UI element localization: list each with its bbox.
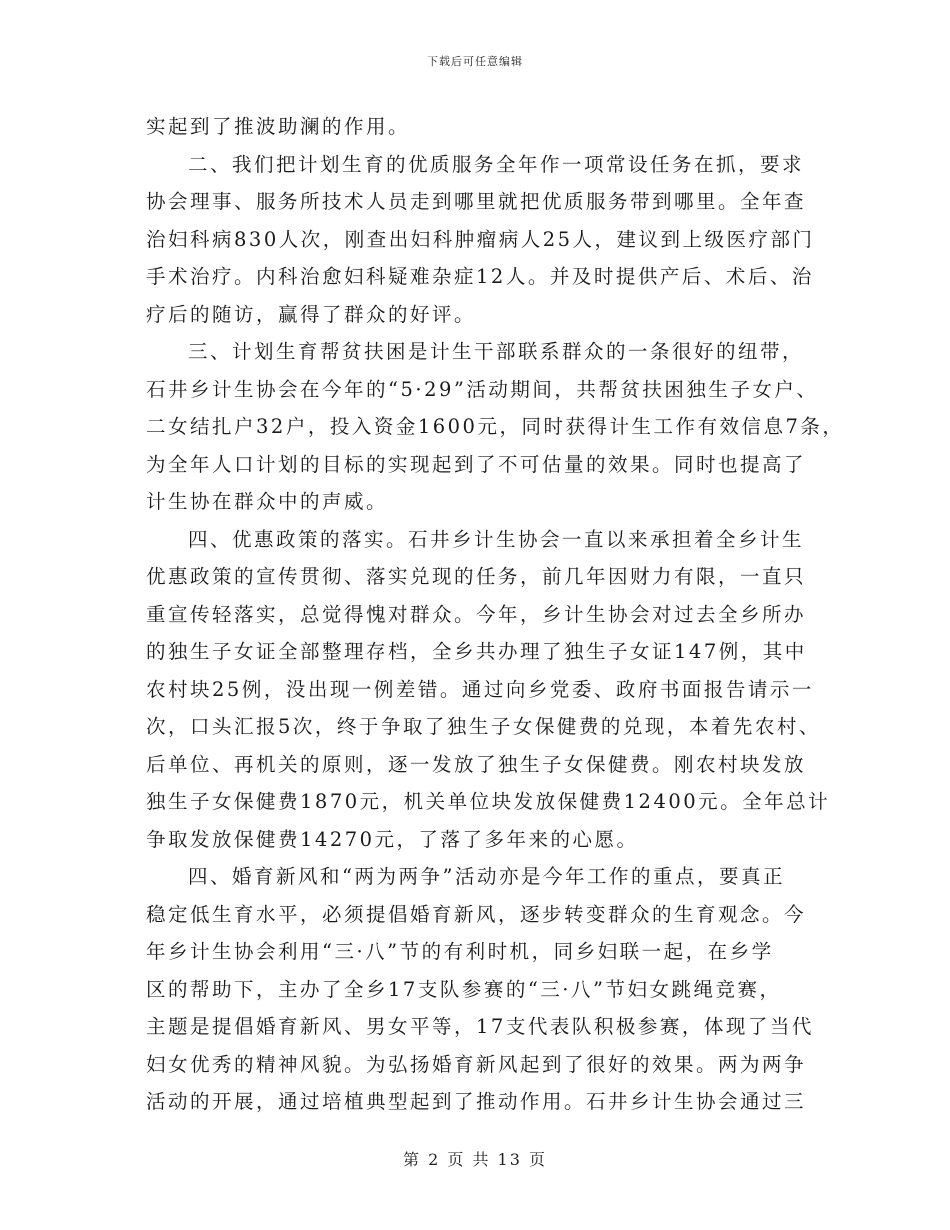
text-line: 区的帮助下，主办了全乡17支队参赛的“三·八”节妇女跳绳竞赛， xyxy=(146,977,782,1001)
text-line: 争取发放保健费14270元，了落了多年来的心愿。 xyxy=(146,827,639,851)
page-header: 下载后可任意编辑 xyxy=(427,55,523,68)
text-line: 实起到了推波助澜的作用。 xyxy=(146,115,411,138)
text-line: 重宣传轻落实，总觉得愧对群众。今年，乡计生协会对过去全乡所办 xyxy=(146,602,807,626)
text-line: 稳定低生育水平，必须提倡婚育新风，逐步转变群众的生育观念。今 xyxy=(146,902,807,926)
document-body xyxy=(146,108,845,1121)
text-line: 独生子女保健费1870元，机关单位块发放保健费12400元。全年总计 xyxy=(146,790,831,813)
text-line: 手术治疗。内科治愈妇科疑难杂症12人。并及时提供产后、术后、治 xyxy=(146,265,814,288)
text-line: 二女结扎户32户，投入资金1600元，同时获得计生工作有效信息7条， xyxy=(146,415,845,438)
text-line: 疗后的随访，赢得了群众的好评。 xyxy=(146,302,477,326)
text-line: 为全年人口计划的目标的实现起到了不可估量的效果。同时也提高了 xyxy=(146,452,807,476)
text-line: 农村块25例，没出现一例差错。通过向乡党委、政府书面报告请示一 xyxy=(146,677,814,701)
page-number: 第 2 页 共 13 页 xyxy=(403,1150,547,1169)
paragraph-start: 四、优惠政策的落实。石井乡计生协会一直以来承担着全乡计生 xyxy=(188,527,805,551)
text-line: 治妇科病830人次，刚查出妇科肿瘤病人25人，建议到上级医疗部门 xyxy=(146,227,815,251)
text-line: 的独生子女证全部整理存档，全乡共办理了独生子女证147例，其中 xyxy=(146,640,807,663)
text-line: 计生协在群众中的声威。 xyxy=(146,490,389,513)
paragraph-start: 二、我们把计划生育的优质服务全年作一项常设任务在抓，要求 xyxy=(188,152,805,176)
text-line: 次，口头汇报5次，终于争取了独生子女保健费的兑现，本着先农村、 xyxy=(146,715,821,738)
text-line: 主题是提倡婚育新风、男女平等，17支代表队积极参赛，体现了当代 xyxy=(146,1015,814,1038)
text-line: 石井乡计生协会在今年的“5·29”活动期间，共帮贫扶困独生子女户、 xyxy=(146,377,819,401)
text-line: 妇女优秀的精神风貌。为弘扬婚育新风起到了很好的效果。两为两争 xyxy=(146,1052,807,1076)
text-line: 优惠政策的宣传贯彻、落实兑现的任务，前几年因财力有限，一直只 xyxy=(146,565,807,588)
text-line: 年乡计生协会利用“三·八”节的有利时机，同乡妇联一起，在乡学 xyxy=(146,940,774,963)
text-line: 活动的开展，通过培植典型起到了推动作用。石井乡计生协会通过三 xyxy=(146,1090,807,1113)
text-line: 协会理事、服务所技术人员走到哪里就把优质服务带到哪里。全年查 xyxy=(146,190,807,213)
text-line: 后单位、再机关的原则，逐一发放了独生子女保健费。刚农村块发放 xyxy=(146,752,807,776)
paragraph-start: 三、计划生育帮贫扶困是计生干部联系群众的一条很好的纽带， xyxy=(188,340,805,363)
paragraph-start: 四、婚育新风和“两为两争”活动亦是今年工作的重点，要真正 xyxy=(188,865,785,888)
